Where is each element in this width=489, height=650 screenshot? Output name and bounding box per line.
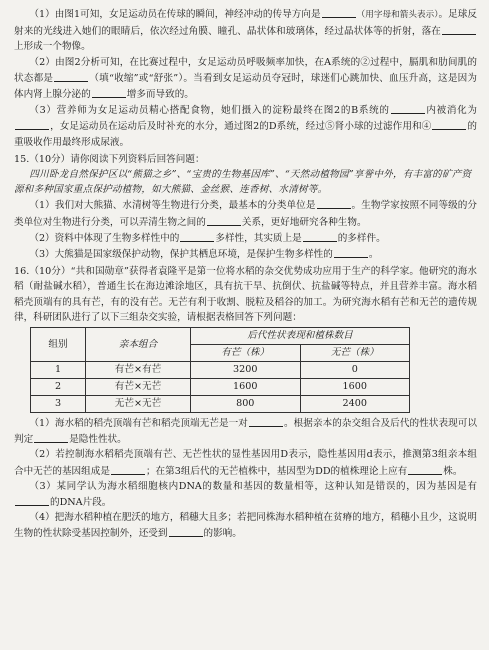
answer-blank[interactable] [111, 463, 145, 475]
table-cell-awn: 1600 [191, 379, 301, 396]
q16-part4-text-a: （4）把海水稻种植在肥沃的地方，稻穗大且多；若把同株海水稻种植在贫瘠的地方，稻穗小且少，这说明生物的性状除受基因控制外，还受到 [14, 512, 477, 540]
answer-blank[interactable] [334, 246, 368, 258]
q15-part2-text-b: 多样性，其实质上是 [215, 232, 302, 244]
table-cell-parents: 无芒×无芒 [86, 396, 191, 413]
table-cell-awn: 3200 [191, 362, 301, 379]
cross-experiment-table [30, 327, 410, 413]
q15-part1-text-a: （1）我们对大熊猫、水清树等生物进行分类，最基本的分类单位是 [29, 200, 316, 212]
answer-blank[interactable] [442, 23, 476, 35]
answer-blank[interactable] [180, 230, 214, 242]
q15-part2 [14, 230, 477, 246]
q16-part3 [14, 479, 477, 510]
answer-blank[interactable] [408, 463, 442, 475]
q14-part3-text-b: 内被消化为 [425, 105, 478, 117]
q16-part3-text-b: 的DNA片段。 [50, 497, 112, 509]
table-cell-awn: 800 [191, 396, 301, 413]
q14-part1-text-c: 上形成一个物像。 [14, 41, 91, 53]
answer-blank[interactable] [317, 197, 351, 209]
q15-part3-text-a: （3）大熊猫是国家级保护动物，保护其栖息环境，是保护生物多样性的 [29, 249, 333, 261]
q16-part1-text-b: 。根据亲本的杂交组合及后代的性状表现可以判定 [14, 418, 478, 446]
answer-blank[interactable] [15, 494, 49, 506]
q16-part2 [14, 447, 477, 478]
q15-part2-text-a: （2）资料中体现了生物多样性中的 [29, 232, 180, 244]
q15-part1-text-c: 关系，更好地研究各种生物。 [241, 216, 367, 228]
q15-reading-passage: 四川卧龙自然保护区以“熊猫之乡”、“宝贵的生物基因库”、“天然动植物园”享誉中外，有丰富的矿产资源和多种国家重点保护动植物，如大熊猫、金丝猴、连香树、水清树等。 [14, 169, 472, 196]
table-header-awnless: 无芒（株） [300, 345, 410, 362]
q15-heading: 15.（10分）请你阅读下列资料后回答问题： [14, 153, 205, 165]
q16-part4-text-b: 的影响。 [203, 528, 242, 540]
q16-part3-text-a: （3）某同学认为海水稻细胞核内DNA的数量和基因的数量相等，这种认知是错误的，因为基因是有 [29, 480, 477, 492]
q16-part2-text-a: （2）若控制海水稻稻壳顶端有芒、无芒性状的显性基因用D表示，隐性基因用d表示，推测第3组亲本组合中无芒的基因组成是 [14, 449, 477, 477]
q14-part2-text-a: （2）由图2分析可知，在比赛过程中，女足运动员呼吸频率加快，在A系统的②过程中，膈肌和肋间肌的状态都是 [14, 56, 477, 84]
table-cell-group: 2 [31, 379, 86, 396]
q15-part3 [14, 246, 477, 262]
q14-part1 [14, 6, 477, 55]
q15-part3-text-b: 。 [368, 249, 379, 261]
q14-part3-text-d: 的重吸收作用最终形成尿液。 [14, 121, 478, 148]
table-header-parents: 亲本组合 [86, 328, 191, 362]
q14-part2-hint: （填“收缩”或“舒张”） [89, 72, 184, 84]
table-cell-parents: 有芒×有芒 [86, 362, 191, 379]
answer-blank[interactable] [322, 6, 356, 18]
q15-part2-text-c: 的多样件。 [337, 232, 386, 244]
q16-part1-text-a: （1）海水稻的稻壳顶端有芒和稻壳顶端无芒是一对 [29, 418, 248, 430]
q16-heading: 16.（10分）“共和国勋章”获得者袁隆平是第一位将水稻的杂交优势成功应用于生产的科学家。他研究的海水稻（耐盐碱水稻），普通生长在海边滩涂地区，具有抗干旱、抗倒伏、抗盐碱等特点，并且营养丰富。海水稻稻壳顶端有的具有芒，有的没有芒。无芒有利于收割、脱粒及稻谷的加工。为研究海水稻有芒和无芒的遗传规律，科研团队进行了以下三组杂交实验，请根据表格回答下列问题： [14, 266, 477, 323]
q16-part1-text-c: 是隐性性状。 [69, 434, 127, 446]
q14-part1-text-b: 。足球反射来的光线进入她们的眼睛后，依次经过角膜、瞳孔、晶状体和玻璃体，经过晶状体等的折射，落在 [14, 9, 478, 38]
q16-part4 [14, 510, 477, 541]
table-cell-awnless: 0 [300, 362, 410, 379]
q16-part2-text-b: ；在第3组后代的无芒植株中，基因型为DD的植株理论上应有 [145, 465, 408, 477]
table-header-offspring: 后代性状表现和植株数目 [191, 328, 410, 345]
q14-part1-hint: （用字母和箭头表示） [356, 10, 439, 20]
table-header-group: 组别 [31, 328, 86, 362]
q14-part3-text-c: ，女足运动员在运动后及时补充的水分，通过图2的D系统，经过⑤肾小球的过滤作用和④ [50, 121, 432, 133]
answer-blank[interactable] [207, 214, 241, 226]
table-row [31, 396, 410, 413]
q16-part1 [14, 415, 477, 447]
answer-blank[interactable] [54, 70, 88, 82]
answer-blank[interactable] [34, 431, 68, 443]
answer-blank[interactable] [92, 86, 126, 98]
table-row [31, 379, 410, 396]
answer-blank[interactable] [303, 230, 337, 242]
answer-blank[interactable] [432, 118, 466, 130]
q14-part3 [14, 102, 477, 150]
q15-part1-text-b: 。生物学家按照不同等级的分类单位对生物进行分类，可以弄清生物之间的 [14, 200, 478, 228]
q14-part2-text-b: 。当看到女足运动员夺冠时，球迷们心跳加快、血压升高，这是因为体内肾上腺分泌的 [14, 72, 478, 101]
table-cell-awnless: 1600 [300, 379, 410, 396]
q14-part2-text-c: 增多而导致的。 [126, 89, 194, 101]
table-cell-group: 1 [31, 362, 86, 379]
table-cell-awnless: 2400 [300, 396, 410, 413]
answer-blank[interactable] [249, 415, 283, 427]
table-cell-parents: 有芒×无芒 [86, 379, 191, 396]
table-row [31, 362, 410, 379]
answer-blank[interactable] [391, 102, 425, 114]
q14-part3-text-a: （3）营养师为女足运动员精心搭配食物，她们摄入的淀粉最终在图2的B系统的 [29, 105, 390, 117]
table-cell-group: 3 [31, 396, 86, 413]
q16-part2-text-c: 株。 [443, 465, 463, 477]
q14-part2 [14, 55, 477, 103]
table-header-awn: 有芒（株） [191, 345, 301, 362]
answer-blank[interactable] [15, 118, 49, 130]
q15-part1 [14, 197, 477, 229]
q14-part1-text-a: （1）由图1可知，女足运动员在传球的瞬间，神经冲动的传导方向是 [29, 9, 321, 20]
answer-blank[interactable] [169, 525, 203, 537]
